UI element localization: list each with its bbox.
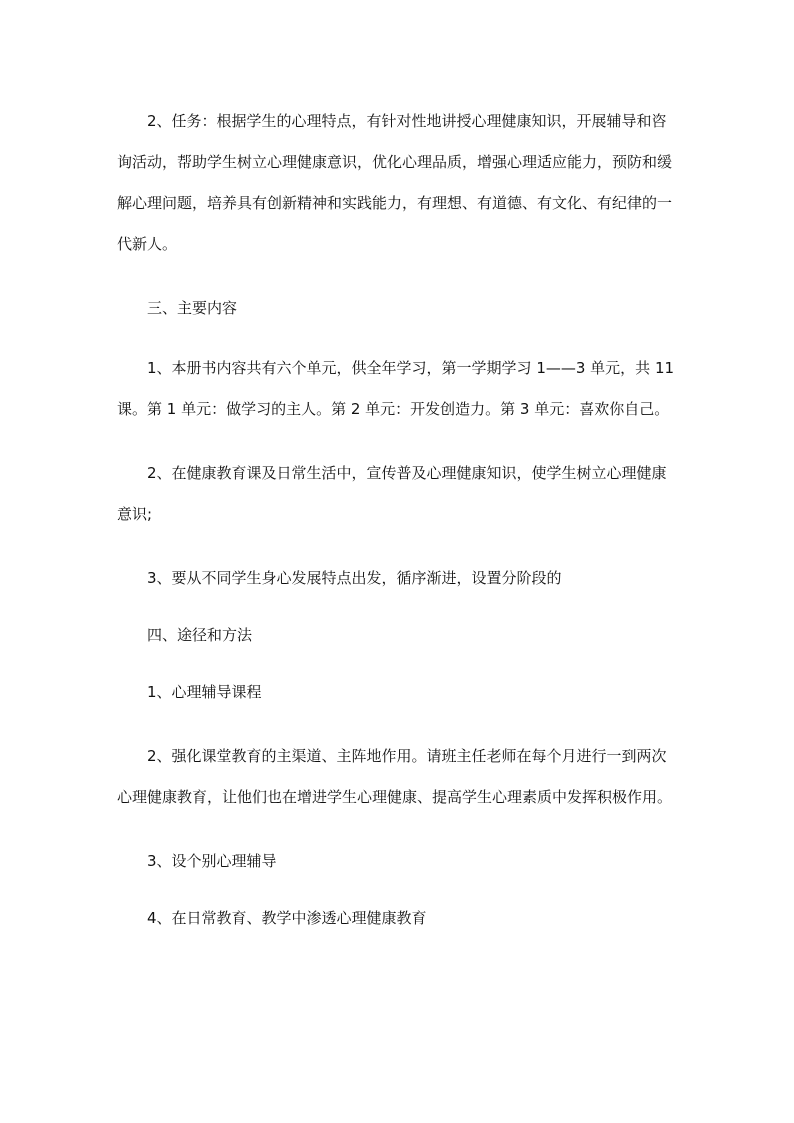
paragraph-content-2: 2、在健康教育课及日常生活中，宣传普及心理健康知识，使学生树立心理健康意识; [117,464,667,523]
paragraph-task: 2、任务：根据学生的心理特点，有针对性地讲授心理健康知识，开展辅导和咨询活动，帮助学生树立心理健康意识，优化心理品质，增强心理适应能力，预防和缓解心理问题，培养具有创新精神和实践能力，有理想、有道德、有文化、有纪律的一代新人。 [117,112,673,253]
section-heading-methods: 四、途径和方法 [147,626,253,644]
paragraph-method-1: 1、心理辅导课程 [147,683,262,701]
paragraph-method-4: 4、在日常教育、教学中渗透心理健康教育 [147,909,427,927]
paragraph-method-2: 2、强化课堂教育的主渠道、主阵地作用。请班主任老师在每个月进行一到两次心理健康教育，让他们也在增进学生心理健康、提高学生心理素质中发挥积极作用。 [117,747,673,806]
section-heading-main-content: 三、主要内容 [147,299,238,317]
document-body [117,101,677,962]
paragraph-method-3: 3、设个别心理辅导 [147,852,277,870]
paragraph-content-1: 1、本册书内容共有六个单元，供全年学习，第一学期学习 1——3 单元，共 11 课。第 1 单元：做学习的主人。第 2 单元：开发创造力。第 3 单元：喜欢你自己。 [117,359,675,418]
paragraph-content-3: 3、要从不同学生身心发展特点出发，循序渐进，设置分阶段的 [147,569,562,587]
